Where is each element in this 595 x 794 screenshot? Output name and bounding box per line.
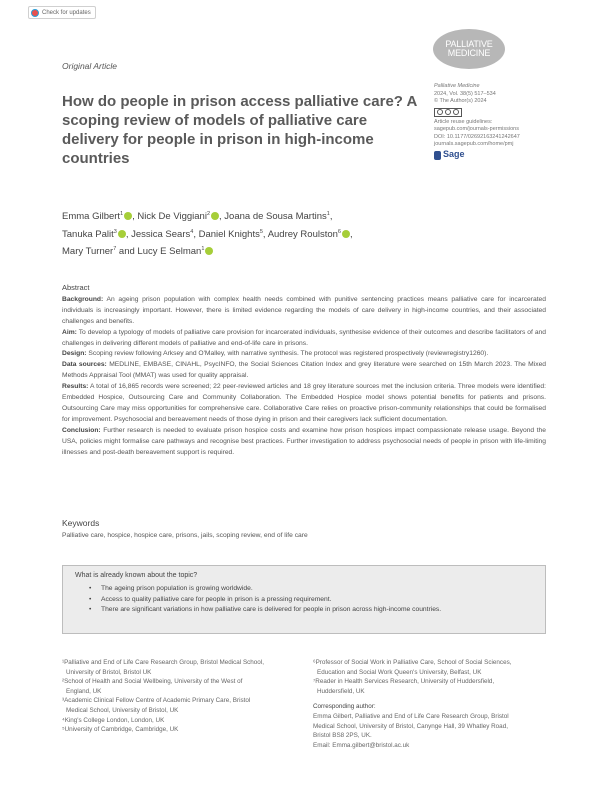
corresponding-author-line: Medical School, University of Bristol, Canynge Hall, 39 Whatley Road, [313, 722, 508, 730]
affiliation-line: ¹Palliative and End of Life Care Research Group, Bristol Medical School, [62, 659, 264, 666]
journal-logo-line1: PALLIATIVE [445, 39, 493, 49]
abstract-section-text: MEDLINE, EMBASE, CINAHL, PsycINFO, the Social Sciences Citation Index and grey literature were searched on 15th March 2023. The Mixed Methods Appraisal Tool (MMAT) was used for quality appraisal. [62, 361, 547, 380]
corresponding-author-line: Bristol BS8 2PS, UK. [313, 732, 372, 740]
affiliation-line: ⁷Reader in Health Services Research, University of Huddersfield, [313, 678, 495, 686]
reuse-guidelines-link[interactable]: sagepub.com/journals-permissions [434, 126, 519, 132]
journal-name: Palliative Medicine [434, 83, 480, 89]
article-type: Original Article [62, 61, 117, 71]
author-name: Audrey Roulston [267, 228, 338, 240]
already-known-item: • Access to quality palliative care for people in prison is a pressing requirement. [101, 595, 533, 606]
affiliation-line: Huddersfield, UK [317, 687, 365, 695]
corresponding-author-details [313, 712, 548, 750]
affiliation-line: England, UK [66, 687, 102, 695]
author-name: Tanuka Palit [62, 228, 114, 240]
affiliation [62, 696, 297, 715]
reuse-guidelines-label: Article reuse guidelines: [434, 118, 493, 125]
abstract-section-text: To develop a typology of models of palliative care provision for incarcerated individuals, synthesise evidence of their outcomes and describe facilitators of and challenges in delivering different models of palliative and end-of-life care in prisons. [62, 328, 546, 347]
affiliation-line: ³Academic Clinical Fellow Centre of Academic Primary Care, Bristol [62, 697, 251, 705]
abstract-section [62, 382, 546, 426]
author [268, 229, 350, 240]
affiliations-left [62, 658, 297, 735]
author [62, 229, 126, 240]
abstract-section [62, 328, 546, 350]
creative-commons-icon [434, 108, 462, 117]
author-affiliation-number: 1 [326, 211, 330, 217]
author [137, 246, 213, 257]
affiliation [313, 658, 548, 677]
author-list [62, 207, 442, 260]
abstract-section-text: Scoping review following Arksey and O'Malley, with narrative synthesis. The protocol was registered prospectively (reviewregistry1260). [88, 350, 489, 358]
abstract-section-label: Results: [62, 383, 89, 391]
author-name: Emma Gilbert [62, 211, 121, 223]
affiliation-line: ⁵University of Cambridge, Cambridge, UK [62, 726, 179, 734]
already-known-box [62, 565, 546, 634]
author [199, 229, 263, 240]
abstract-heading: Abstract [62, 283, 90, 292]
crossmark-label: Check for updates [42, 9, 91, 16]
affiliation-line: ⁶Professor of Social Work in Palliative Care, School of Social Sciences, [313, 659, 512, 666]
author-affiliation-number: 6 [337, 228, 341, 235]
journal-url-link[interactable]: journals.sagepub.com/home/pmj [434, 141, 514, 147]
author [62, 246, 116, 257]
abstract-section-label: Conclusion: [62, 426, 101, 434]
corresponding-author-line: Email: Emma.gilbert@bristol.ac.uk [313, 741, 410, 749]
affiliation-line: ²School of Health and Social Wellbeing, University of the West of [62, 678, 243, 686]
abstract-section [62, 426, 546, 459]
author-affiliation-number: 3 [113, 228, 117, 235]
author [137, 211, 219, 222]
already-known-list [75, 584, 533, 616]
abstract [62, 283, 546, 459]
keywords [62, 518, 546, 539]
affiliations-right-list [313, 658, 548, 696]
affiliation-line: ⁴King's College London, London, UK [62, 716, 165, 724]
author-name: Joana de Sousa Martins [224, 211, 327, 223]
author-separator: , [219, 211, 225, 223]
affiliation [62, 677, 297, 696]
author [62, 211, 132, 222]
sage-icon [434, 151, 441, 160]
journal-metadata [434, 83, 559, 160]
abstract-section-text: An ageing prison population with complex health needs combined with punitive sentencing practices means palliative care for incarcerated individuals is increasingly important. However, there is limited evidence regarding the models of care delivery in high-income countries, and their associated challenges and benefits. [62, 295, 546, 325]
author-name: Daniel Knights [198, 228, 260, 240]
affiliation [62, 725, 297, 735]
copyright: © The Author(s) 2024 [434, 98, 487, 104]
affiliation-line: University of Bristol, Bristol UK [66, 668, 152, 676]
affiliation [62, 716, 297, 726]
journal-logo-line2: MEDICINE [447, 48, 491, 58]
author [224, 211, 330, 222]
journal-logo [433, 29, 505, 69]
abstract-section [62, 295, 546, 328]
doi-link[interactable]: DOI: 10.1177/02692163241242647 [434, 133, 520, 140]
author-name: Lucy E Selman [137, 246, 202, 258]
abstract-section-label: Data sources: [62, 361, 107, 369]
keywords-heading: Keywords [62, 518, 100, 528]
author-separator: , [125, 228, 132, 240]
abstract-section-label: Background: [62, 295, 104, 303]
author-affiliation-number: 4 [190, 228, 194, 235]
publisher-name: Sage [443, 149, 465, 160]
abstract-section [62, 360, 546, 382]
author-affiliation-number: 2 [206, 211, 211, 217]
affiliation-line: Medical School, University of Bristol, UK [66, 706, 179, 714]
abstract-section-label: Design: [62, 350, 87, 358]
already-known-title: What is already known about the topic? [75, 572, 198, 579]
orcid-icon[interactable] [342, 230, 350, 238]
abstract-sections [62, 295, 546, 459]
volume-line: 2024, Vol. 38(5) 517–534 [434, 90, 496, 97]
affiliation [313, 677, 548, 696]
author-separator: , [349, 228, 353, 240]
article-title: How do people in prison access palliative care? A scoping review of models of palliative care delivery for people in prison in high-income countries [62, 93, 417, 167]
author-separator: and [116, 246, 138, 258]
orcid-icon[interactable] [211, 212, 219, 220]
author-affiliation-number: 1 [201, 246, 205, 253]
abstract-section [62, 349, 546, 360]
author-affiliation-number: 5 [259, 228, 263, 235]
affiliation-line: Education and Social Work Queen's University, Belfast, UK [317, 668, 482, 676]
author-separator: , [329, 211, 333, 223]
author-affiliation-number: 7 [113, 246, 117, 253]
abstract-section-label: Aim: [62, 328, 77, 336]
orcid-icon[interactable] [118, 230, 126, 238]
orcid-icon[interactable] [205, 247, 213, 255]
author-name: Nick De Viggiani [137, 211, 207, 223]
author-separator: , [262, 228, 268, 240]
author-name: Mary Turner [62, 246, 114, 258]
affiliation [62, 658, 297, 677]
affiliations-right [313, 658, 548, 750]
author-name: Jessica Sears [131, 228, 191, 240]
already-known-item: • The ageing prison population is growing worldwide. [101, 584, 533, 595]
abstract-section-text: A total of 16,865 records were screened; 22 peer-reviewed articles and 18 grey literature sources met the inclusion criteria. Three models were identified: Embedded Hospice, Outsourcing Care and Community Collaboration. The Embedded Hospice model shows potential benefits for patients and prisons. Outsourcing Care may miss opportunities for comprehensive care. Collaborative Care relies on proactive prison-community relationships that could be formalised for improvement. Psychosocial and bereavement needs of those dying in prison and their caregivers lack sufficient documentation. [62, 383, 546, 423]
already-known-item: • There are significant variations in how palliative care is delivered for people in prison across high-income countries. [101, 605, 533, 616]
crossmark-icon [31, 9, 39, 17]
author [131, 229, 193, 240]
check-for-updates-badge[interactable] [28, 6, 96, 19]
author-separator: , [132, 211, 138, 223]
orcid-icon[interactable] [124, 212, 132, 220]
author-affiliation-number: 1 [120, 211, 124, 217]
corresponding-author-heading: Corresponding author: [313, 703, 376, 711]
publisher-logo [434, 151, 559, 160]
abstract-section-text: Further research is needed to evaluate prison hospice costs and examine how prison hospices impact compassionate release usage. Beyond the USA, policies might formalise care pathways and recognise best practices. Further investigation to address psychosocial needs of people in prison with life-limiting illnesses and post-death bereavement support is required. [62, 426, 546, 456]
corresponding-author-line: Emma Gilbert, Palliative and End of Life Care Research Group, Bristol [313, 712, 509, 720]
keywords-text: Palliative care, hospice, hospice care, prisons, jails, scoping review, end of life care [62, 532, 308, 539]
author-separator: , [193, 228, 199, 240]
